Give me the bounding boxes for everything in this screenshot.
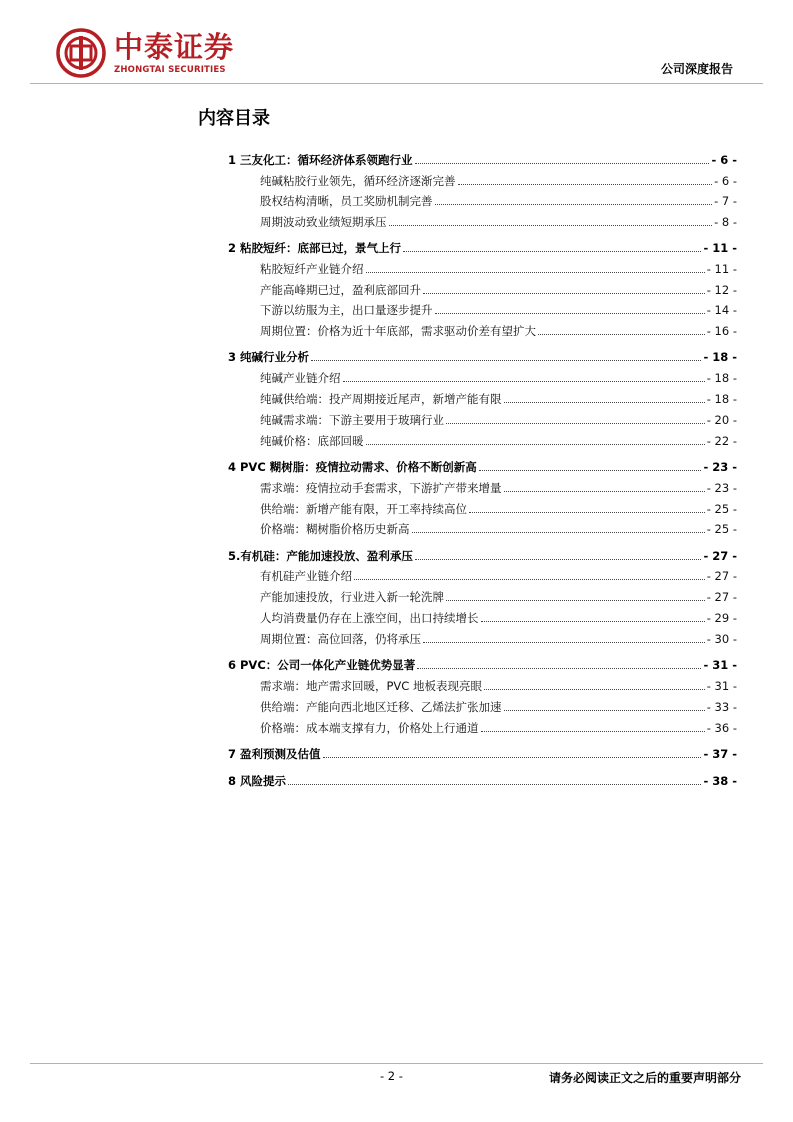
toc-entry-title: 人均消费量仍存在上涨空间，出口持续增长 (260, 611, 479, 625)
toc-section-entry[interactable] (228, 235, 737, 255)
toc-entry-title: 纯碱产业链介绍 (260, 371, 341, 385)
toc-dot-leader (435, 313, 705, 314)
logo-chinese-name: 中泰证券 (114, 30, 235, 64)
toc-entry-title: 需求端：地产需求回暖，PVC 地板表现亮眼 (260, 679, 482, 693)
toc-dot-leader (311, 360, 701, 361)
toc-entry-page: - 31 - (706, 679, 737, 693)
toc-subsection-entry[interactable] (228, 516, 737, 536)
toc-subsection-entry[interactable] (228, 277, 737, 297)
toc-entry-title: 产能加速投放，行业进入新一轮洗牌 (260, 590, 444, 604)
toc-title: 内容目录 (198, 108, 270, 129)
toc-entry-title: 需求端：疫情拉动手套需求，下游扩产带来增量 (260, 481, 502, 495)
toc-entry-page: - 27 - (703, 549, 737, 563)
toc-entry-page: - 8 - (714, 215, 737, 229)
toc-dot-leader (504, 491, 705, 492)
toc-entry-title: 价格端：成本端支撑有力，价格处上行通道 (260, 721, 479, 735)
toc-entry-title: 纯碱粘胶行业领先，循环经济逐渐完善 (260, 174, 456, 188)
toc-entry-title: 4 PVC 糊树脂：疫情拉动需求、价格不断创新高 (228, 460, 477, 474)
toc-entry-page: - 14 - (706, 303, 737, 317)
zhongtai-logo-icon (56, 28, 106, 78)
toc-dot-leader (504, 402, 705, 403)
toc-entry-page: - 6 - (714, 174, 737, 188)
toc-subsection-entry[interactable] (228, 673, 737, 693)
toc-entry-title: 周期位置：高位回落，仍将承压 (260, 632, 421, 646)
toc-entry-page: - 7 - (714, 194, 737, 208)
footer-divider (30, 1063, 763, 1064)
toc-entry-title: 纯碱供给端：投产周期接近尾声，新增产能有限 (260, 392, 502, 406)
toc-dot-leader (446, 600, 705, 601)
toc-entry-page: - 36 - (706, 721, 737, 735)
toc-entry-page: - 27 - (706, 569, 737, 583)
toc-section-entry[interactable] (228, 741, 737, 761)
toc-entry-title: 1 三友化工：循环经济体系领跑行业 (228, 153, 413, 167)
toc-entry-title: 产能高峰期已过，盈利底部回升 (260, 283, 421, 297)
toc-dot-leader (354, 579, 705, 580)
toc-dot-leader (366, 272, 705, 273)
toc-subsection-entry[interactable] (228, 168, 737, 188)
toc-section-entry[interactable] (228, 768, 737, 788)
toc-entry-page: - 23 - (703, 460, 737, 474)
logo-english-name: ZHONGTAI SECURITIES (114, 65, 226, 75)
toc-subsection-entry[interactable] (228, 563, 737, 583)
toc-entry-title: 供给端：产能向西北地区迁移、乙烯法扩张加速 (260, 700, 502, 714)
toc-entry-title: 周期位置：价格为近十年底部，需求驱动价差有望扩大 (260, 324, 536, 338)
toc-entry-title: 2 粘胶短纤：底部已过，景气上行 (228, 241, 402, 255)
toc-entry-title: 供给端：新增产能有限，开工率持续高位 (260, 502, 467, 516)
toc-entry-page: - 22 - (706, 434, 737, 448)
toc-subsection-entry[interactable] (228, 318, 737, 338)
toc-entry-page: - 33 - (706, 700, 737, 714)
toc-entry-page: - 31 - (703, 658, 737, 672)
toc-subsection-entry[interactable] (228, 475, 737, 495)
toc-section-entry[interactable] (228, 652, 737, 672)
toc-entry-title: 5.有机硅：产能加速投放、盈利承压 (228, 549, 413, 563)
toc-entry-title: 下游以纺服为主，出口量逐步提升 (260, 303, 433, 317)
toc-entry-page: - 18 - (703, 350, 737, 364)
toc-dot-leader (415, 559, 702, 560)
toc-dot-leader (504, 710, 705, 711)
toc-subsection-entry[interactable] (228, 428, 737, 448)
toc-subsection-entry[interactable] (228, 256, 737, 276)
toc-dot-leader (417, 668, 701, 669)
toc-dot-leader (412, 532, 705, 533)
company-logo (56, 28, 246, 80)
toc-entry-page: - 38 - (703, 774, 737, 788)
toc-subsection-entry[interactable] (228, 209, 737, 229)
toc-subsection-entry[interactable] (228, 188, 737, 208)
toc-dot-leader (435, 204, 713, 205)
toc-entry-page: - 11 - (706, 262, 737, 276)
toc-entry-title: 纯碱需求端：下游主要用于玻璃行业 (260, 413, 444, 427)
toc-entry-page: - 37 - (703, 747, 737, 761)
toc-entry-page: - 6 - (711, 153, 737, 167)
toc-entry-title: 3 纯碱行业分析 (228, 350, 310, 364)
toc-dot-leader (481, 621, 705, 622)
toc-subsection-entry[interactable] (228, 626, 737, 646)
toc-entry-page: - 18 - (706, 392, 737, 406)
header-divider (30, 83, 763, 84)
toc-dot-leader (481, 731, 705, 732)
toc-entry-page: - 18 - (706, 371, 737, 385)
toc-dot-leader (484, 689, 705, 690)
toc-dot-leader (538, 334, 705, 335)
page-number: - 2 - (380, 1069, 403, 1083)
toc-section-entry[interactable] (228, 147, 737, 167)
disclaimer-note: 请务必阅读正文之后的重要声明部分 (548, 1071, 741, 1085)
toc-entry-page: - 29 - (706, 611, 737, 625)
page-header (0, 0, 793, 90)
toc-section-entry[interactable] (228, 543, 737, 563)
toc-dot-leader (415, 163, 710, 164)
toc-entry-page: - 30 - (706, 632, 737, 646)
toc-entry-title: 股权结构清晰，员工奖励机制完善 (260, 194, 433, 208)
toc-entry-page: - 25 - (706, 502, 737, 516)
toc-dot-leader (323, 757, 702, 758)
toc-dot-leader (389, 225, 713, 226)
toc-dot-leader (479, 470, 702, 471)
toc-entry-title: 6 PVC：公司一体化产业链优势显著 (228, 658, 416, 672)
toc-dot-leader (288, 784, 701, 785)
toc-section-entry[interactable] (228, 344, 737, 364)
toc-entry-page: - 27 - (706, 590, 737, 604)
toc-subsection-entry[interactable] (228, 496, 737, 516)
toc-entry-title: 价格端：糊树脂价格历史新高 (260, 522, 410, 536)
toc-entry-page: - 12 - (706, 283, 737, 297)
toc-entry-title: 周期波动致业绩短期承压 (260, 215, 387, 229)
toc-entry-title: 8 风险提示 (228, 774, 287, 788)
toc-entry-page: - 11 - (703, 241, 737, 255)
toc-entry-page: - 23 - (706, 481, 737, 495)
toc-subsection-entry[interactable] (228, 715, 737, 735)
toc-entry-page: - 25 - (706, 522, 737, 536)
toc-entry-page: - 20 - (706, 413, 737, 427)
toc-dot-leader (343, 381, 705, 382)
toc-dot-leader (458, 184, 713, 185)
toc-subsection-entry[interactable] (228, 365, 737, 385)
toc-entry-title: 纯碱价格：底部回暖 (260, 434, 364, 448)
toc-dot-leader (366, 444, 705, 445)
toc-entry-title: 粘胶短纤产业链介绍 (260, 262, 364, 276)
toc-subsection-entry[interactable] (228, 584, 737, 604)
toc-subsection-entry[interactable] (228, 297, 737, 317)
toc-entry-page: - 16 - (706, 324, 737, 338)
toc-subsection-entry[interactable] (228, 407, 737, 427)
toc-dot-leader (423, 293, 705, 294)
toc-section-entry[interactable] (228, 454, 737, 474)
toc-entry-title: 7 盈利预测及估值 (228, 747, 321, 761)
toc-dot-leader (403, 251, 701, 252)
toc-subsection-entry[interactable] (228, 605, 737, 625)
report-type-label: 公司深度报告 (660, 62, 733, 76)
toc-subsection-entry[interactable] (228, 386, 737, 406)
toc-dot-leader (446, 423, 705, 424)
toc-dot-leader (423, 642, 705, 643)
toc-subsection-entry[interactable] (228, 694, 737, 714)
toc-entry-title: 有机硅产业链介绍 (260, 569, 352, 583)
toc-dot-leader (469, 512, 705, 513)
